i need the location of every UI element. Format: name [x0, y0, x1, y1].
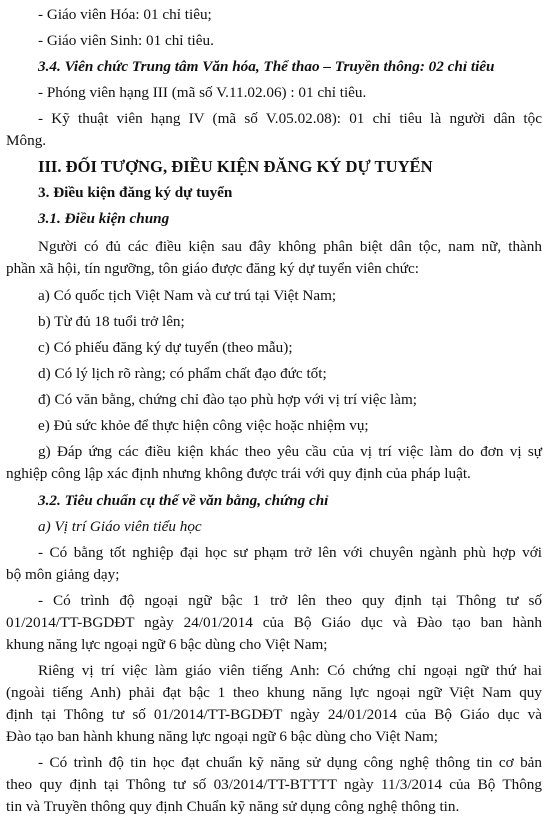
text-line: nghiệp công lập xác định nhưng không được trái với quy định của pháp luật. — [6, 465, 471, 482]
text-line: bộ môn giảng dạy; — [6, 566, 120, 583]
text-line: (ngoài tiếng Anh) phải đạt bậc 1 theo khung năng lực ngoại ngữ Việt Nam quy — [6, 684, 542, 701]
text-line: theo quy định tại Thông tư số 03/2014/TT-BTTTT ngày 11/3/2014 của Bộ Thông — [6, 776, 542, 793]
list-item: c) Có phiếu đăng ký dự tuyển (theo mẫu); — [38, 339, 293, 356]
list-item: g) Đáp ứng các điều kiện khác theo yêu cầu của vị trí việc làm do đơn vị sự — [38, 443, 542, 460]
text-line: - Kỹ thuật viên hạng IV (mã số V.05.02.08): 01 chỉ tiêu là người dân tộc — [38, 110, 542, 127]
text-line: khung năng lực ngoại ngữ 6 bậc dùng cho Việt Nam; — [6, 636, 328, 653]
text-line: định tại Thông tư số 01/2014/TT-BGDĐT ngày 24/01/2014 của Bộ Giáo dục và — [6, 706, 542, 723]
text-line: - Giáo viên Sinh: 01 chỉ tiêu. — [38, 32, 214, 49]
list-item: d) Có lý lịch rõ ràng; có phẩm chất đạo đức tốt; — [38, 365, 327, 382]
subsection-heading: a) Vị trí Giáo viên tiểu học — [38, 518, 202, 535]
list-item: a) Có quốc tịch Việt Nam và cư trú tại Việt Nam; — [38, 287, 337, 304]
list-item: e) Đủ sức khỏe để thực hiện công việc hoặc nhiệm vụ; — [38, 417, 369, 434]
text-line: Mông. — [6, 132, 47, 149]
text-line: - Có trình độ ngoại ngữ bậc 1 trở lên theo quy định tại Thông tư số — [38, 592, 542, 609]
section-heading: 3. Điều kiện đăng ký dự tuyển — [38, 184, 233, 201]
chapter-heading: III. ĐỐI TƯỢNG, ĐIỀU KIỆN ĐĂNG KÝ DỰ TUYỂN — [38, 157, 433, 176]
text-line: phần xã hội, tín ngưỡng, tôn giáo được đăng ký dự tuyển viên chức: — [6, 260, 419, 277]
text-line: 01/2014/TT-BGDĐT ngày 24/01/2014 của Bộ Giáo dục và Đào tạo ban hành — [6, 614, 542, 631]
text-line: - Phóng viên hạng III (mã số V.11.02.06) : 01 chỉ tiêu. — [38, 84, 367, 101]
text-line: Riêng vị trí việc làm giáo viên tiếng Anh: Có chứng chỉ ngoại ngữ thứ hai — [38, 662, 542, 679]
text-line: Đào tạo ban hành khung năng lực ngoại ngữ 6 bậc dùng cho Việt Nam; — [6, 728, 438, 745]
text-line: - Có bằng tốt nghiệp đại học sư phạm trở lên với chuyên ngành phù hợp với — [38, 544, 542, 561]
text-line: - Giáo viên Hóa: 01 chỉ tiêu; — [38, 6, 212, 23]
subsection-heading: 3.2. Tiêu chuẩn cụ thể về văn bằng, chứng chỉ — [38, 492, 329, 509]
list-item: đ) Có văn bằng, chứng chỉ đào tạo phù hợp với vị trí việc làm; — [38, 391, 418, 408]
text-line: tin và Truyền thông quy định Chuẩn kỹ năng sử dụng công nghệ thông tin. — [6, 798, 460, 815]
section-heading: 3.4. Viên chức Trung tâm Văn hóa, Thể thao – Truyền thông: 02 chỉ tiêu — [38, 58, 495, 75]
list-item: b) Từ đủ 18 tuổi trở lên; — [38, 313, 185, 330]
text-line: Người có đủ các điều kiện sau đây không phân biệt dân tộc, nam nữ, thành — [38, 238, 542, 255]
subsection-heading: 3.1. Điều kiện chung — [38, 210, 170, 227]
text-line: - Có trình độ tin học đạt chuẩn kỹ năng sử dụng công nghệ thông tin cơ bản — [38, 754, 542, 771]
